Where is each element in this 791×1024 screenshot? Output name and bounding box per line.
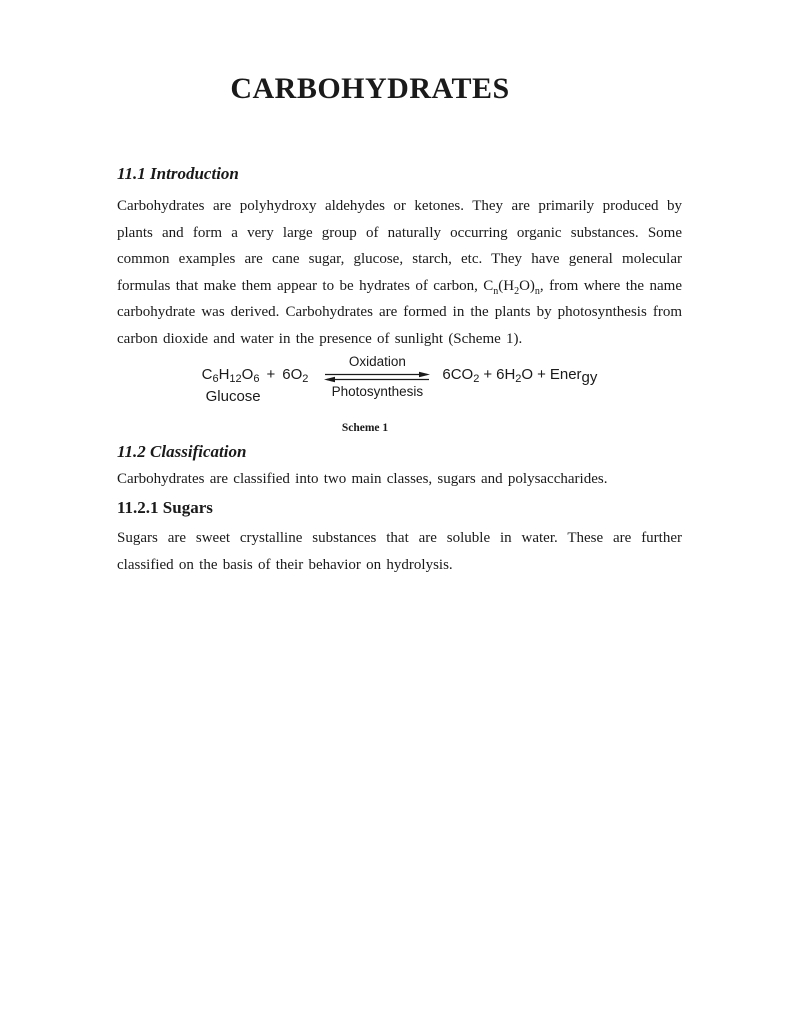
page-title: CARBOHYDRATES	[230, 72, 510, 105]
scheme-caption: Scheme 1	[341, 422, 389, 434]
formula-text: O	[521, 366, 534, 383]
formula-subscript: 12	[229, 373, 242, 385]
product-formula	[442, 354, 597, 388]
intro-text-segment: Carbohydrates are polyhydroxy aldehydes or ketones. They are primarily produced by plants and form a very large group of naturally occurring organic substances. Some common examples are cane sugar, glucose, starch, etc. They have general molecular formulas that make them appear to be hydrates of carbon, C	[117, 198, 682, 294]
formula-subscript: n	[493, 285, 499, 297]
intro-text-segment: (H	[498, 277, 515, 294]
heading-classification: 11.2 Classification	[117, 442, 247, 461]
formula-text: H	[218, 366, 230, 383]
oxidation-label: Oxidation	[348, 354, 406, 369]
heading-sugars: 11.2.1 Sugars	[117, 498, 213, 517]
formula-subscript: 6	[253, 373, 260, 385]
plus-sign: +	[483, 366, 493, 383]
plus-sign: +	[537, 366, 546, 383]
formula-text: 6O	[282, 366, 303, 383]
formula-text: C	[201, 366, 213, 383]
formula-subscript: n	[534, 285, 540, 297]
reactants-block	[202, 354, 309, 405]
formula-subscript: 6	[212, 373, 219, 385]
intro-text-segment: O)	[519, 277, 535, 294]
formula-text: O	[241, 366, 254, 383]
reactant-formula	[202, 365, 309, 385]
formula-subscript: 2	[473, 373, 480, 385]
classification-paragraph: Carbohydrates are classified into two main classes, sugars and polysaccharides.	[117, 471, 608, 487]
plus-sign: +	[266, 366, 276, 383]
formula-text: 6H	[496, 366, 516, 383]
intro-text-segment: , from where the name carbohydrate was derived. Carbohydrates are formed in the plants by photosynthesis from carbon dioxide and water in the presence of sunlight (Scheme 1).	[117, 277, 682, 347]
heading-introduction: 11.1 Introduction	[117, 164, 239, 183]
glucose-label: Glucose	[205, 388, 261, 405]
formula-subscript: 2	[302, 373, 309, 385]
formula-text: gy	[581, 369, 598, 386]
formula-text: Ener	[549, 366, 582, 383]
intro-paragraph	[117, 193, 682, 353]
sugars-paragraph: Sugars are sweet crystalline substances that are soluble in water. These are further classified on the basis of their behavior on hydrolysis.	[117, 530, 682, 573]
equilibrium-arrow-icon	[324, 371, 430, 383]
reaction-scheme	[117, 354, 682, 405]
formula-subscript: 2	[514, 285, 520, 297]
formula-subscript: 2	[515, 373, 522, 385]
photosynthesis-label: Photosynthesis	[331, 384, 424, 399]
reaction-arrow-block	[324, 354, 430, 400]
formula-text: 6CO	[442, 366, 474, 383]
